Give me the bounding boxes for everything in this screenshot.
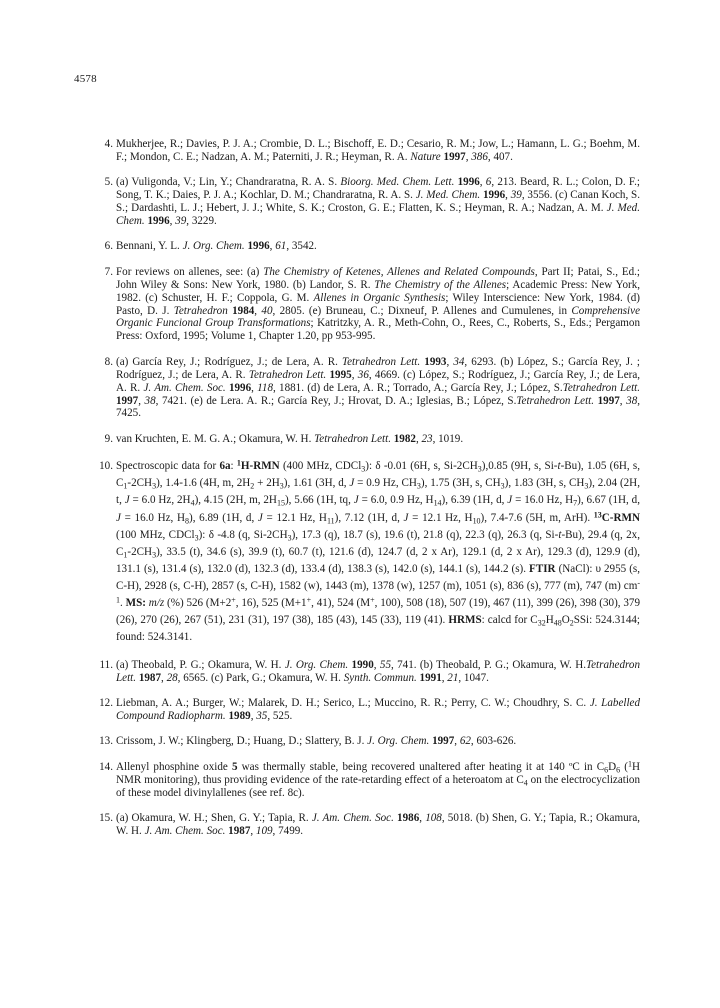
reference-number: 7 . xyxy=(95,266,113,279)
reference-text: (a) Vuligonda, V.; Lin, Y.; Chandraratna, R. A. S. Bioorg. Med. Chem. Lett. 1996, 6, 213. Beard, R. L.; Colon, D. F.; Song, T. K.; Daies, P. J. A.; Kochlar, D. M.; Chandraratna, R. A. S. J. Med. Chem. 1996, 39, 3556. (c) Canan Koch, S. S.; Dardashti, L. J.; Hebert, J. J.; White, S. K.; Croston, G. E.; Flatten, K. S.; Heyman, R. A.; Nadzan, A. M. J. Med. Chem. 1996, 39, 3229. xyxy=(116,176,640,228)
reference-5 xyxy=(95,176,640,228)
reference-list xyxy=(95,138,640,850)
reference-text: Liebman, A. A.; Burger, W.; Malarek, D. H.; Serico, L.; Muccino, R. R.; Perry, C. W.; Choudhry, S. C. J. Labelled Compound Radiopharm. 1989, 35, 525. xyxy=(116,697,641,722)
reference-number: 4 . xyxy=(95,138,113,151)
page-number: 4578 xyxy=(74,73,97,85)
reference-text: For reviews on allenes, see: (a) The Chemistry of Ketenes, Allenes and Related Compounds, Part II; Patai, S., Ed.; John Wiley & Sons: New York, 1980. (b) Landor, S. R. The Chemistry of the Allenes; Academic Press: New York, 1982. (c) Schuster, H. F.; Coppola, G. M. Allenes in Organic Synthesis; Wiley Interscience: New York, 1984. (d) Pasto, D. J. Tetrahedron 1984, 40, 2805. (e) Bruneau, C.; Dixneuf, P. Allenes and Cumulenes, in Comprehensive Organic Funcional Group Transformations; Katritzky, A. R., Meth-Cohn, O., Rees, C., Roberts, S., Eds.; Pergamon Press: Oxford, 1995; Volume 1, Chapter 1.20, pp 953-995. xyxy=(116,265,641,343)
reference-7 xyxy=(95,266,640,343)
reference-number: 8 . xyxy=(95,356,113,369)
reference-12 xyxy=(95,697,640,723)
reference-text: (a) García Rey, J.; Rodríguez, J.; de Lera, A. R. Tetrahedron Lett. 1993, 34, 6293. (b) López, S.; García Rey, J. ; Rodríguez, J.; de Lera, A. R. Tetrahedron Lett. 1995, 36, 4669. (c) López, S.; Rodríguez, J.; García Rey, J.; de Lera, A. R. J. Am. Chem. Soc. 1996, 118, 1881. (d) de Lera, A. R.; Torrado, A.; García Rey, J.; López, S.Tetrahedron Lett. 1997, 38, 7421. (e) de Lera. A. R.; García Rey, J.; Hrovat, D. A.; Iglesias, B.; López, S.Tetrahedron Lett. 1997, 38, 7425. xyxy=(116,355,641,420)
reference-text: Mukherjee, R.; Davies, P. J. A.; Crombie, D. L.; Bischoff, E. D.; Cesario, R. M.; Jow, L.; Hamann, L. G.; Boehm, M. F.; Mondon, C. E.; Nadzan, A. M.; Paterniti, J. R.; Heyman, R. A. Nature 1997, 386, 407. xyxy=(116,138,640,163)
reference-14 xyxy=(95,761,640,800)
reference-number: 13 . xyxy=(95,735,113,748)
reference-text: van Kruchten, E. M. G. A.; Okamura, W. H. Tetrahedron Lett. 1982, 23, 1019. xyxy=(116,432,464,445)
reference-number: 6 . xyxy=(95,240,113,253)
reference-10 xyxy=(95,458,640,646)
reference-15 xyxy=(95,812,640,838)
reference-text: Spectroscopic data for 6a: $^1$H-RMN (400 MHz, CDCl$_3$): δ -0.01 (6H, s, $Si-2CH_3),0.85$ (9H, s, Si-t-Bu), 1.05 (6H, s, $C_1-2CH_3$), 1.4-1.6 (4H, m, $2H_2 + 2H_3$), 1.61 (3H, d, J = 0.9 Hz, $CH_3$), 1.75 (3H, s, $CH_3$), 1.83 (3H, s, $CH_3$), 2.04 (2H, t, J = 6.0 Hz, $2H_4$), 4.15 (2H, m, $2H_{15}$), 5.66 (1H, tq, J = 6.0, 0.9 Hz, $H_{14}$), 6.39 (1H, d, J = 16.0 Hz, $H_7$), 6.67 (1H, d, J = 16.0 Hz, $H_8$), 6.89 (1H, d, J = 12.1 Hz, $H_{11}$), 7.12 (1H, d, J = 12.1 Hz, $H_{10}$), 7.4-7.6 (5H, m, ArH). $^{13}$C-RMN (100 MHz, CDCl$_3$): δ -4.8 (q, $Si-2CH_3$), 17.3 (q), 18.7 (s), 19.6 (t), 21.8 (q), 22.3 (q), 26.3 (q, Si-t-Bu), 29.4 (q, 2x, $C_1-2CH_3$), 33.5 (t), 34.6 (s), 39.9 (t), 60.7 (t), 121.6 (d), 124.7 (d, 2 x Ar), 129.1 (d, 2 x Ar), 129.3 (d), 129.9 (d), 131.1 (s), 131.4 (s), 132.0 (d), 132.3 (d), 133.4 (d), 138.3 (s), 142.0 (s), 144.1 (s), 144.2 (s). FTIR (NaCl): υ 2955 (s, C-H), 2928 (s, C-H), 2857 (s, C-H), 1582 (w), 1443 (m), 1378 (w), 1257 (m), 1051 (s), 836 (s), 777 (m), 747 (m) $cm^{-1}$. MS: m/z (%) 526 (M+2+, 16), 525 (M+1+, 41), 524 (M+, 100), 508 (18), 507 (19), 467 (11), 399 (26), 398 (30), 379 (26), 270 (26), 267 (51), 231 (31), 197 (38), 185 (43), 145 (33), 119 (41). HRMS: calcd for $C_{32}H_{48}O_2SSi$: 524.3144; found: 524.3141. xyxy=(116,458,641,644)
reference-number: 9 . xyxy=(95,433,113,446)
reference-number: 15 . xyxy=(95,812,113,825)
reference-text: (a) Theobald, P. G.; Okamura, W. H. J. Org. Chem. 1990, 55, 741. (b) Theobald, P. G.; Okamura, W. H.Tetrahedron Lett. 1987, 28, 6565. (c) Park, G.; Okamura, W. H. Synth. Commun. 1991, 21, 1047. xyxy=(116,658,641,684)
reference-8 xyxy=(95,356,640,421)
reference-number: 11 . xyxy=(95,659,113,672)
reference-text: Allenyl phosphine oxide 5 was thermally stable, being recovered unaltered after heating it at 140 ºC in $C_6D_6$ ($^1$H NMR monitoring), thus providing evidence of the rate-retarding effect of a heteroatom at $C_4$ on the electrocyclization of these model divinylallenes (see ref. 8c). xyxy=(116,759,641,799)
reference-4 xyxy=(95,138,640,164)
reference-number: 5 . xyxy=(95,176,113,189)
reference-text: Crissom, J. W.; Klingberg, D.; Huang, D.; Slattery, B. J. J. Org. Chem. 1997, 62, 603-626. xyxy=(116,735,517,748)
reference-number: 12 . xyxy=(95,697,113,710)
reference-13 xyxy=(95,735,640,748)
reference-11 xyxy=(95,659,640,685)
reference-text: (a) Okamura, W. H.; Shen, G. Y.; Tapia, R. J. Am. Chem. Soc. 1986, 108, 5018. (b) Shen, G. Y.; Tapia, R.; Okamura, W. H. J. Am. Chem. Soc. 1987, 109, 7499. xyxy=(116,812,641,837)
reference-text: Bennani, Y. L. J. Org. Chem. 1996, 61, 3542. xyxy=(116,240,317,253)
reference-9 xyxy=(95,433,640,446)
reference-6 xyxy=(95,240,640,253)
reference-number: 14 . xyxy=(95,761,113,774)
reference-number: 10 . xyxy=(95,458,113,475)
